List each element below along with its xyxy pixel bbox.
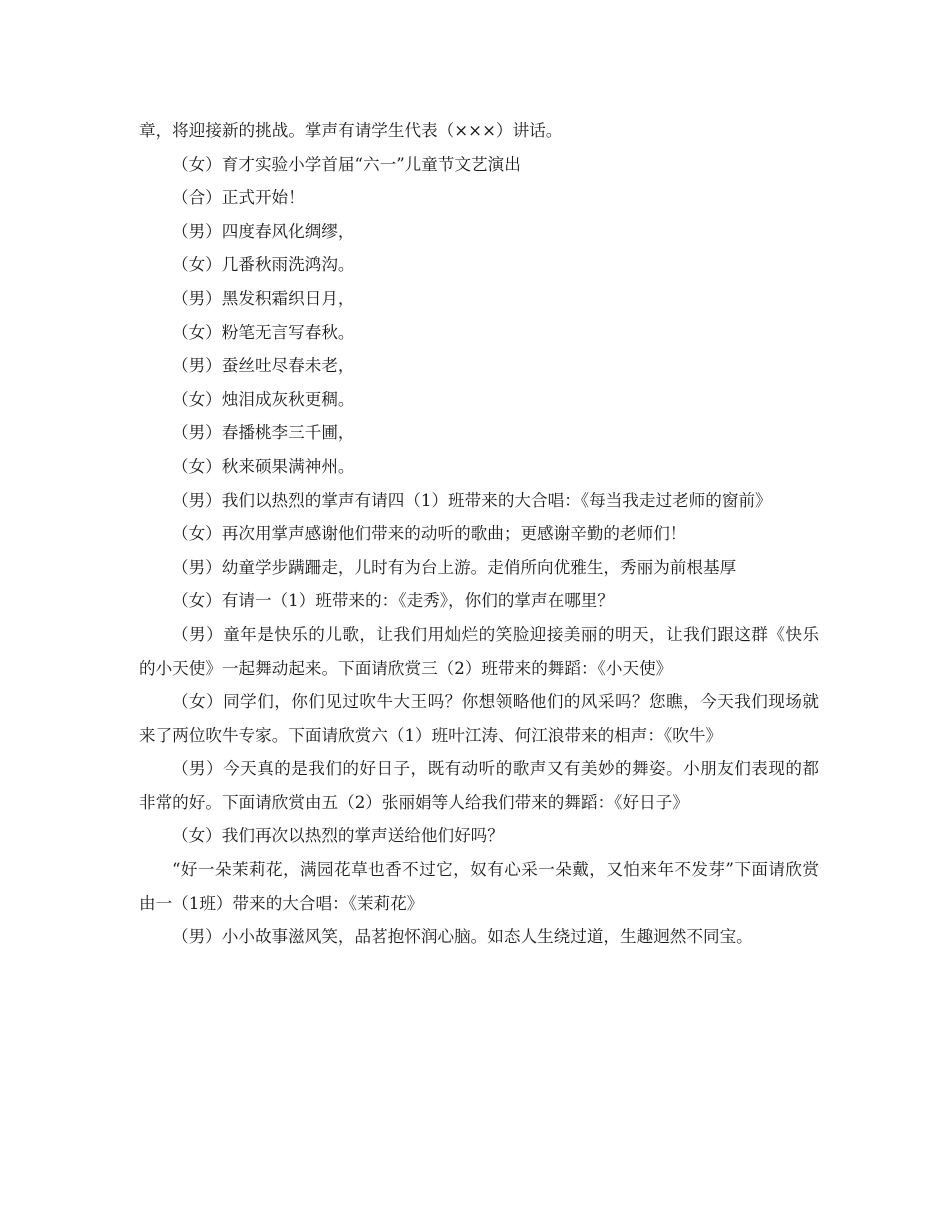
- paragraph: （男）我们以热烈的掌声有请四（1）班带来的大合唱：《每当我走过老师的窗前》: [172, 490, 772, 510]
- paragraph: （女）粉笔无言写春秋。: [172, 322, 355, 342]
- paragraph: （男）春播桃李三千圃，: [172, 423, 355, 443]
- paragraph: （男）四度春风化绸缪，: [172, 221, 355, 241]
- paragraph: （女）烛泪成灰秋更稠。: [172, 389, 355, 409]
- paragraph: （男）童年是快乐的儿歌，让我们用灿烂的笑脸迎接美丽的明天，让我们跟这群《快乐的小天使》一起舞动起来。下面请欣赏三（2）班带来的舞蹈：《小天使》: [139, 624, 819, 678]
- paragraph: （女）同学们，你们见过吹牛大王吗？你想领略他们的风采吗？您瞧，今天我们现场就来了两位吹牛专家。下面请欣赏六（1）班叶江涛、何江浪带来的相声：《吹牛》: [139, 692, 819, 745]
- paragraph: （女）几番秋雨洗鸿沟。: [172, 255, 355, 275]
- paragraph: 章，将迎接新的挑战。掌声有请学生代表（×××）讲话。: [139, 121, 563, 140]
- paragraph: （女）育才实验小学首届“六一”儿童节文艺演出: [172, 154, 521, 174]
- paragraph: “好一朵茉莉花，满园花草也香不过它，奴有心采一朵戴，又怕来年不发芽”下面请欣赏由一（1班）带来的大合唱：《茉莉花》: [139, 860, 819, 913]
- paragraph: （男）蚕丝吐尽春未老，: [172, 356, 355, 376]
- paragraph: （男）幼童学步蹒跚走，儿时有为台上游。走俏所向优雅生，秀丽为前根基厚: [172, 557, 737, 577]
- paragraph: （女）秋来硕果满神州。: [172, 456, 355, 476]
- paragraph: （女）有请一（1）班带来的：《走秀》，你们的掌声在哪里？: [172, 591, 614, 611]
- paragraph: （女）我们再次以热烈的掌声送给他们好吗？: [172, 826, 504, 846]
- paragraph: （男）小小故事滋风笑，品茗抱怀润心脑。如态人生绕过道，生趣迥然不同宝。: [172, 927, 753, 947]
- paragraph: （女）再次用掌声感谢他们带来的动听的歌曲；更感谢辛勤的老师们！: [172, 524, 687, 544]
- paragraph: （男）今天真的是我们的好日子，既有动听的歌声又有美妙的舞姿。小朋友们表现的都非常的好。下面请欣赏由五（2）张丽娟等人给我们带来的舞蹈：《好日子》: [139, 759, 819, 812]
- paragraph: （男）黑发积霜织日月，: [172, 288, 355, 308]
- paragraph: （合）正式开始！: [172, 188, 305, 208]
- document-body: [139, 114, 819, 954]
